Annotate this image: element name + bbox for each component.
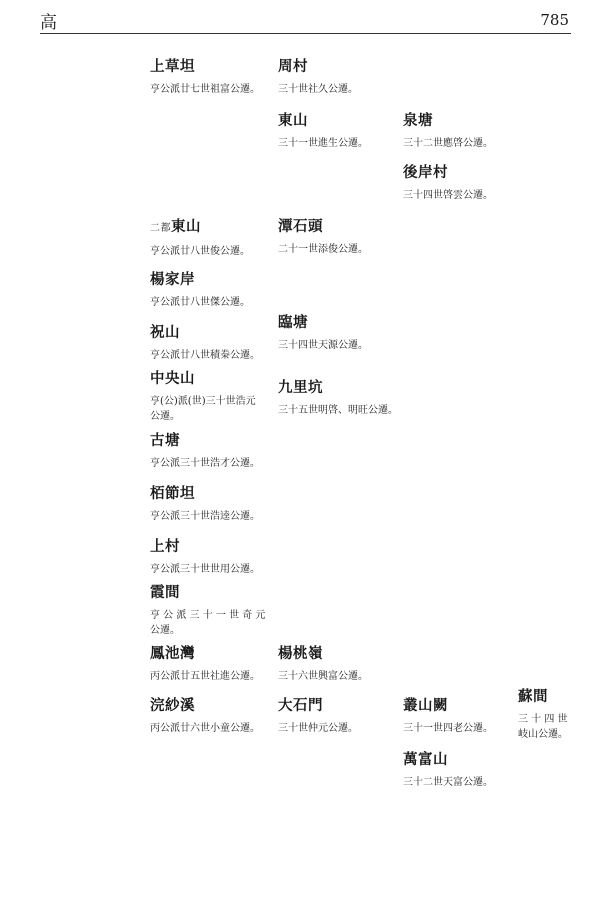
- place-name: 泉塘: [403, 112, 433, 129]
- place-name: 古塘: [150, 432, 180, 449]
- place-name: 楊桃嶺: [278, 645, 323, 662]
- entry-sujian: [518, 688, 568, 742]
- migration-note: 亨公派三十世世用公遷。: [150, 564, 260, 575]
- migration-note: 三十世社久公遷。: [278, 84, 358, 95]
- migration-note: 二十一世添俊公遷。: [278, 244, 368, 255]
- migration-note: 三十四世天源公遷。: [278, 340, 368, 351]
- entry-congshankuan: [403, 697, 493, 736]
- entry-zhushan: [150, 324, 260, 363]
- place-name: 叢山闕: [403, 697, 448, 714]
- place-name: 霞間: [150, 584, 180, 601]
- migration-note: 三十一世四老公遷。: [403, 723, 493, 734]
- entry-lintang: [278, 314, 368, 353]
- place-name: 中央山: [150, 370, 195, 387]
- place-name: 東山: [278, 112, 308, 129]
- entry-dongshan: [278, 112, 368, 151]
- migration-note: 三十一世進生公遷。: [278, 138, 368, 149]
- migration-note: 亨公派三十世浩才公遷。: [150, 458, 260, 469]
- migration-note: 亨公派廿八世傑公遷。: [150, 297, 250, 308]
- place-name: 後岸村: [403, 164, 448, 181]
- place-name: [150, 218, 250, 238]
- place-name: 周村: [278, 58, 308, 75]
- place-name: 大石門: [278, 697, 323, 714]
- place-name: 萬富山: [403, 751, 448, 768]
- migration-note: 亨公派廿八世積桊公遷。: [150, 350, 260, 361]
- place-name: 九里坑: [278, 379, 323, 396]
- migration-note: 三十四世啓雲公遷。: [403, 190, 493, 201]
- entry-gutang: [150, 432, 260, 471]
- place-name: 上草坦: [150, 58, 195, 75]
- place-name: 蘇間: [518, 688, 548, 705]
- header-title: 高: [40, 13, 57, 33]
- entry-quantang: [403, 112, 493, 151]
- place-name: 上村: [150, 538, 180, 555]
- entry-tanshitou: [278, 218, 368, 257]
- migration-note: 亨公派廿八世俊公遷。: [150, 246, 250, 257]
- migration-note: 三十二世應啓公遷。: [403, 138, 493, 149]
- place-name: 浣紗溪: [150, 697, 195, 714]
- place-name: 潭石頭: [278, 218, 323, 235]
- migration-note: 三十二世天富公遷。: [403, 777, 493, 788]
- migration-note: 亨公派廿七世祖富公遷。: [150, 84, 260, 95]
- migration-note: 丙公派廿五世社進公遷。: [150, 671, 260, 682]
- place-name: 鳳池灣: [150, 645, 195, 662]
- entry-shangcun: [150, 538, 260, 577]
- district-prefix: 二都: [150, 223, 171, 234]
- entry-zhoucun: [278, 58, 358, 97]
- migration-note: 亨公派三十世浩逵公遷。: [150, 511, 260, 522]
- migration-note: 亨(公)派(世)三十世浩元: [150, 396, 256, 407]
- place-name: 栢節坦: [150, 485, 195, 502]
- entry-yangjiaan: [150, 271, 250, 310]
- place-name: 楊家岸: [150, 271, 195, 288]
- migration-note: 三十世仲元公遷。: [278, 723, 358, 734]
- migration-note: 三 十 四 世: [518, 714, 568, 725]
- entry-zhongyangshan: [150, 370, 256, 424]
- migration-note: 三十六世興富公遷。: [278, 671, 368, 682]
- migration-note: 三十五世明啓、明旺公遷。: [278, 405, 398, 416]
- place-name-text: 東山: [171, 218, 201, 235]
- migration-note-cont: 公遷。: [150, 625, 180, 636]
- migration-note: 亨 公 派 三 十 一 世 奇 元: [150, 610, 266, 621]
- entry-shangcaotan: [150, 58, 260, 97]
- place-name: 臨塘: [278, 314, 308, 331]
- page-number: 785: [540, 11, 569, 29]
- entry-huanshaxi: [150, 697, 260, 736]
- entry-yangtaoling: [278, 645, 368, 684]
- entry-dashimen: [278, 697, 358, 736]
- place-name: 祝山: [150, 324, 180, 341]
- entry-houancun: [403, 164, 493, 203]
- migration-note-cont: 公遷。: [150, 411, 180, 422]
- migration-note-cont: 岐山公遷。: [518, 729, 568, 740]
- header-rule: [40, 33, 571, 34]
- entry-baijietan: [150, 485, 260, 524]
- entry-dongshan-erdu: [150, 218, 250, 259]
- entry-fengchiwan: [150, 645, 260, 684]
- entry-jiulikeng: [278, 379, 398, 418]
- entry-wanfushan: [403, 751, 493, 790]
- migration-note: 丙公派廿六世小童公遷。: [150, 723, 260, 734]
- entry-xiajian: [150, 584, 265, 638]
